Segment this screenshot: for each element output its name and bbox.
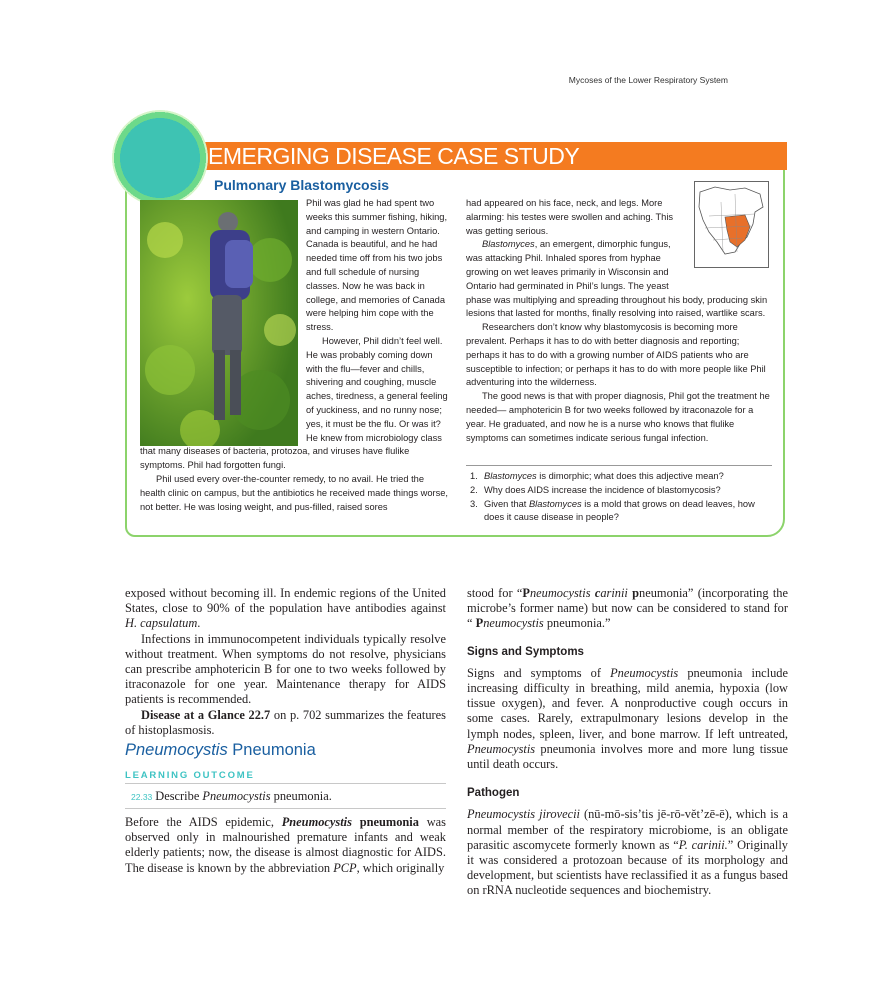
case-study-questions [470, 470, 770, 525]
learning-outcome-item: 22.33 Describe Pneumocystis pneumonia. [131, 789, 332, 803]
case-study-paragraph: Researchers don’t know why blastomycosis is becoming more prevalent. Perhaps it has to do with better diagnosis and reporting; perhaps it has to do with a growing number of AIDS patients who are susceptible to infection; or perhaps it has to do with more people like Phil adventuring into the wilderness. [466, 322, 766, 388]
body-paragraph: Infections in immunocompetent individuals typically resolve without treatment. When symptoms do not resolve, physicians can prescribe amphotericin B for one to two weeks followed by itraconazole for one year. Maintenance therapy for AIDS patients is recommended. [125, 631, 446, 707]
running-head: Mycoses of the Lower Respiratory System [568, 75, 728, 85]
body-paragraph: Pneumocystis jirovecii (nū-mō-sis’tis jē-rō-vĕt’zē-ē), which is a normal member of the respiratory microbiome, is an obligate parasitic ascomycete formerly known as “P. carinii.” Originally it was considered a protozoan because of its morphology and development, but scientists have reclassified it as a fungus based on rRNA nucleotide sequences and biochemistry. [467, 807, 789, 898]
cross-reference[interactable]: Disease at a Glance 22.7 [141, 707, 271, 722]
list-item: 3. Given that Blastomyces is a mold that grows on dead leaves, how does it cause disease in people? [470, 498, 755, 523]
subsection-heading: Signs and Symptoms [467, 645, 584, 658]
right-column-text [467, 586, 788, 899]
body-paragraph: stood for “Pneumocystis carinii pneumonia” (incorporating the microbe’s former name) but now can be considered to stand for “ Pneumocystis pneumonia.” [467, 586, 788, 631]
body-paragraph: exposed without becoming ill. In endemic regions of the United States, close to 90% of the population have antibodies against H. capsulatum. [125, 586, 446, 631]
divider [125, 808, 446, 809]
subsection-heading: Pathogen [467, 787, 520, 800]
body-paragraph: Before the AIDS epidemic, Pneumocystis pneumonia was observed only in malnourished premature infants and weak elderly patients; now, the disease is almost diagnostic for AIDS. The disease is known by the abbreviation PCP, which originally [125, 815, 446, 875]
case-study-column-1 [140, 197, 448, 514]
case-study-paragraph: The good news is that with proper diagnosis, Phil got the treatment he needed— amphotericin B for two weeks followed by itraconazole for a year. He graduated, and now he is a nurse who knows that flulike symptoms can sometimes indicate serious fungal infection. [466, 391, 770, 443]
case-study-paragraph: Blastomyces, an emergent, dimorphic fungus, was attacking Phil. Inhaled spores from hyphae growing on wet leaves primarily in Wisconsin and Ontario had germinated in Phil’s lungs. The yeast phase was multiplying and spreading throughout his body, producing skin lesions that lasted for months, finally resolving into raised, wartlike scars. [466, 239, 768, 319]
learning-outcome-label: LEARNING OUTCOME [125, 770, 255, 781]
case-study-paragraph: had appeared on his face, neck, and legs. More alarming: his testes were swollen and aching. This was getting serious. [466, 198, 674, 236]
case-study-banner-title: EMERGING DISEASE CASE STUDY [208, 143, 580, 169]
divider [125, 783, 446, 784]
left-column-text [125, 586, 446, 738]
list-item: 1. Blastomyces is dimorphic; what does this adjective mean? [470, 471, 724, 481]
case-study-divider [466, 465, 772, 466]
body-paragraph: Signs and symptoms of Pneumocystis pneumonia include increasing difficulty in breathing, mild anemia, hypoxia (low tissue oxygen), and fever. A nonproductive cough occurs in some cases. Rarely, extrapulmonary lesions develop in the lymph nodes, spleen, liver, and bone marrow. If left untreated, Pneumocystis pneumonia involves more and more lung tissue until death occurs. [467, 665, 788, 772]
body-paragraph: Disease at a Glance 22.7 on p. 702 summarizes the features of histoplasmosis. [125, 707, 446, 737]
section-heading: Pneumocystis Pneumonia [125, 741, 316, 759]
case-study-paragraph: Phil used every over-the-counter remedy, to no avail. He tried the health clinic on campus, but the antibiotics he received made things worse, not better. He was losing weight, and pus-filled, raised sores [140, 473, 449, 512]
case-study-subtitle: Pulmonary Blastomycosis [214, 177, 390, 193]
list-item: 2. Why does AIDS increase the incidence of blastomycosis? [470, 484, 721, 495]
case-study-paragraph: However, Phil didn’t feel well. He was probably coming down with the flu—fever and chills, shivering and coughing, muscle aches, tiredness, a general feeling of yuckiness, and no runny nose; yes, it must be the flu. Or was it? He knew from microbiology class that many diseases of bacteria, protozoa, and viruses have flulike symptoms. Phil had forgotten fungi. [140, 335, 448, 471]
case-study-column-2 [466, 197, 771, 445]
case-study-circle-emblem [112, 110, 208, 206]
case-study-paragraph: Phil was glad he had spent two weeks this summer fishing, hiking, and camping in western Ontario. Canada is beautiful, and he had needed time off from his two jobs and full schedule of nursing classes. Now he was back in college, and memories of Canada were helping him cope with the stress. [306, 198, 448, 333]
left-column-text-2 [125, 815, 446, 876]
